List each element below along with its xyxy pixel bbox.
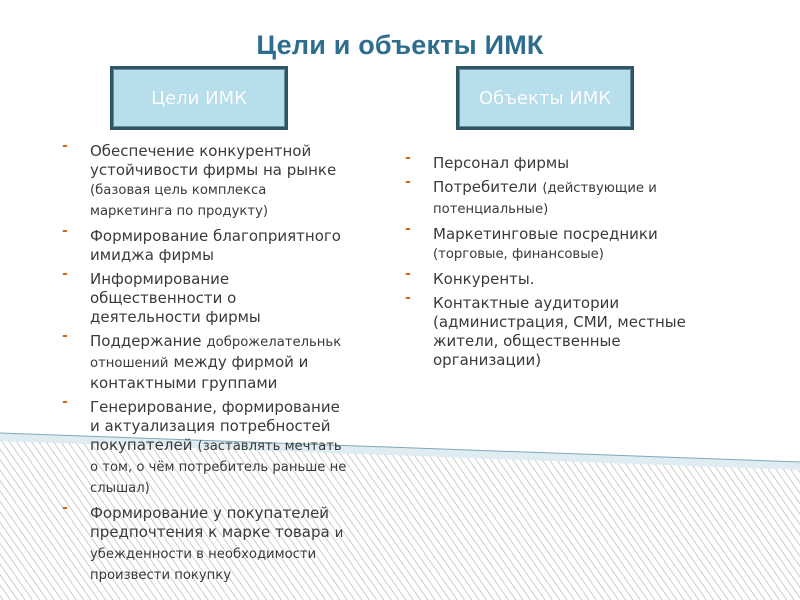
goals-header-box: [110, 66, 288, 130]
object-item: [405, 150, 705, 172]
goal-item: [62, 138, 347, 221]
goal-item-text: (заставлять мечтать о том, о чём потребитель раньше не слышал): [90, 439, 347, 496]
bullet-dash: -: [405, 290, 411, 306]
objects-header-box: [456, 66, 634, 130]
bullet-dash: -: [405, 174, 411, 190]
bullet-dash: -: [62, 266, 68, 282]
goal-item: [62, 328, 347, 392]
bullet-dash: -: [62, 138, 68, 154]
goal-item: [62, 394, 347, 498]
goal-item-text: доброжелательньк отношений: [90, 335, 342, 371]
goal-item-text: Формирование у покупателей предпочтения к марке товара: [90, 504, 330, 541]
objects-header-label: Объекты ИМК: [478, 87, 612, 109]
goals-header-label: Цели ИМК: [151, 87, 247, 109]
goal-item: [62, 266, 347, 326]
bullet-dash: -: [62, 500, 68, 516]
page-title: Цели и объекты ИМК: [256, 30, 544, 60]
bullet-dash: -: [405, 221, 411, 237]
bullet-dash: -: [62, 328, 68, 344]
goal-item-text: (базовая цель комплекса маркетинга по продукту): [90, 183, 269, 219]
goals-list: [62, 138, 347, 590]
goal-item-text: Обеспечение конкурентной устойчивости фирмы на рынке: [90, 142, 337, 179]
goal-item-text: между фирмой и контактными группами: [90, 353, 309, 392]
goal-item: [62, 223, 347, 264]
goal-item-text: Поддержание: [90, 332, 202, 350]
goal-item: [62, 500, 347, 585]
object-item-text: (торговые, финансовые): [433, 247, 604, 262]
goal-item-text: и убежденности в необходимости произвести покупку: [90, 526, 344, 583]
goal-item-text: Информирование общественности о деятельности фирмы: [90, 270, 261, 326]
object-item: [405, 266, 705, 288]
object-item: [405, 221, 705, 264]
goal-item-text: Формирование благоприятного имиджа фирмы: [90, 227, 341, 264]
object-item-text: Маркетинговые посредники: [433, 225, 658, 243]
bullet-dash: -: [62, 223, 68, 239]
object-item-text: Персонал фирмы: [433, 154, 570, 172]
object-item-text: Потребители: [433, 178, 538, 196]
object-item-text: Конкуренты.: [433, 270, 535, 288]
object-item: [405, 290, 705, 369]
object-item-text: (действующие и потенциальные): [433, 181, 657, 217]
bullet-dash: -: [405, 266, 411, 282]
objects-list: [405, 150, 705, 374]
object-item-text: Контактные аудитории (администрация, СМИ, местные жители, общественные организации): [433, 294, 686, 369]
bullet-dash: -: [62, 394, 68, 410]
bullet-dash: -: [405, 150, 411, 166]
object-item: [405, 174, 705, 219]
goal-item-text: Генерирование, формирование и актуализация потребностей покупателей: [90, 398, 340, 454]
